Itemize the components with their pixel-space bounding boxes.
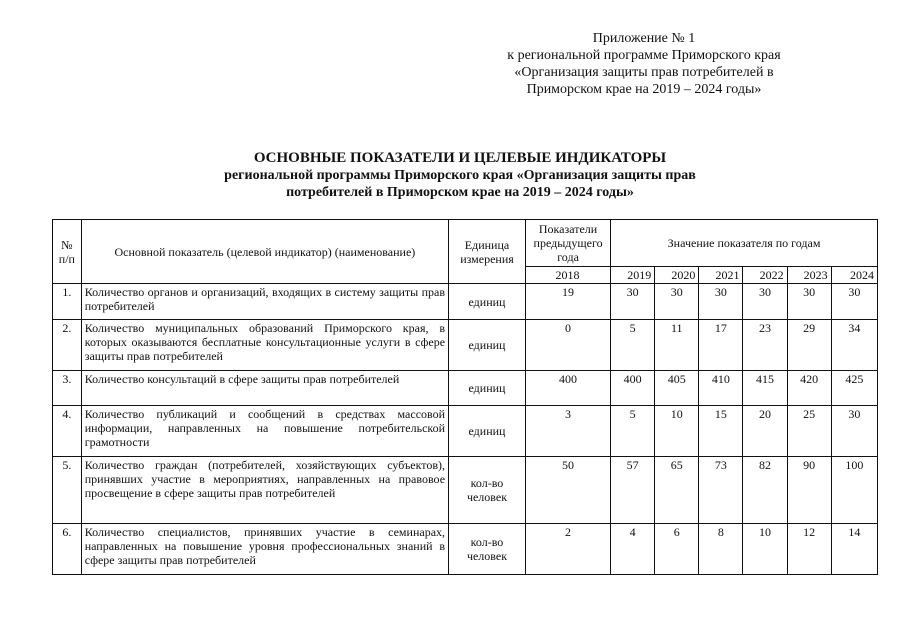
header-year: 2019	[611, 267, 655, 284]
row-value: 29	[787, 320, 831, 371]
header-year: 2022	[743, 267, 787, 284]
appendix-block	[479, 30, 809, 98]
row-value: 82	[743, 457, 787, 524]
row-value: 30	[655, 284, 699, 320]
row-value: 57	[611, 457, 655, 524]
row-value: 20	[743, 406, 787, 457]
row-num: 6.	[53, 524, 82, 575]
row-name: Количество публикаций и сообщений в средствах массовой информации, направленных на повышение потребительской грамотности	[81, 406, 448, 457]
header-year: 2020	[655, 267, 699, 284]
title-line-1: ОСНОВНЫЕ ПОКАЗАТЕЛИ И ЦЕЛЕВЫЕ ИНДИКАТОРЫ	[253, 150, 667, 166]
row-value: 90	[787, 457, 831, 524]
header-year: 2024	[831, 267, 877, 284]
row-num: 3.	[53, 371, 82, 406]
row-value: 30	[831, 284, 877, 320]
row-value: 5	[611, 320, 655, 371]
row-unit: кол-во человек	[449, 524, 526, 575]
row-value: 100	[831, 457, 877, 524]
header-year-2018: 2018	[525, 267, 610, 284]
appendix-line-3: «Организация защиты прав потребителей в	[514, 65, 774, 80]
row-value: 415	[743, 371, 787, 406]
row-name: Количество консультаций в сфере защиты прав потребителей	[81, 371, 448, 406]
header-year: 2023	[787, 267, 831, 284]
row-value: 12	[787, 524, 831, 575]
table-row	[53, 284, 878, 320]
table-row	[53, 320, 878, 371]
row-value: 4	[611, 524, 655, 575]
row-value: 14	[831, 524, 877, 575]
table-row	[53, 524, 878, 575]
row-prev-value: 2	[525, 524, 610, 575]
header-year: 2021	[699, 267, 743, 284]
title-line-2: региональной программы Приморского края «Организация защиты прав	[224, 168, 696, 183]
row-value: 11	[655, 320, 699, 371]
row-value: 400	[611, 371, 655, 406]
header-name: Основной показатель (целевой индикатор) (наименование)	[81, 220, 448, 284]
row-name: Количество муниципальных образований Приморского края, в которых оказываются бесплатные консультационные услуги в сфере защиты прав потребителей	[81, 320, 448, 371]
row-name: Количество органов и организаций, входящих в систему защиты прав потребителей	[81, 284, 448, 320]
row-value: 34	[831, 320, 877, 371]
row-value: 6	[655, 524, 699, 575]
row-value: 23	[743, 320, 787, 371]
row-value: 405	[655, 371, 699, 406]
appendix-line-1: Приложение № 1	[592, 31, 696, 46]
row-value: 425	[831, 371, 877, 406]
title-line-3: потребителей в Приморском крае на 2019 – 2024 годы»	[286, 185, 634, 200]
row-value: 410	[699, 371, 743, 406]
header-unit: Единица измерения	[449, 220, 526, 284]
row-value: 10	[743, 524, 787, 575]
row-name: Количество специалистов, принявших участие в семинарах, направленных на повышение уровня профессиональных знаний в сфере защиты прав потребителей	[81, 524, 448, 575]
row-prev-value: 400	[525, 371, 610, 406]
row-name: Количество граждан (потребителей, хозяйствующих субъектов), принявших участие в мероприятиях, направленных на правовое просвещение в сфере защиты прав потребителей	[81, 457, 448, 524]
row-value: 73	[699, 457, 743, 524]
row-prev-value: 0	[525, 320, 610, 371]
row-num: 1.	[53, 284, 82, 320]
row-value: 420	[787, 371, 831, 406]
header-values: Значение показателя по годам	[611, 220, 878, 267]
header-prev: Показатели предыдущего года	[525, 220, 610, 267]
row-num: 5.	[53, 457, 82, 524]
row-unit: единиц	[449, 406, 526, 457]
row-prev-value: 50	[525, 457, 610, 524]
document-title	[160, 150, 760, 201]
row-unit: единиц	[449, 320, 526, 371]
row-num: 4.	[53, 406, 82, 457]
row-value: 15	[699, 406, 743, 457]
table-row	[53, 457, 878, 524]
row-value: 30	[743, 284, 787, 320]
row-value: 10	[655, 406, 699, 457]
row-value: 65	[655, 457, 699, 524]
row-unit: кол-во человек	[449, 457, 526, 524]
row-prev-value: 3	[525, 406, 610, 457]
row-value: 30	[831, 406, 877, 457]
row-value: 30	[611, 284, 655, 320]
row-prev-value: 19	[525, 284, 610, 320]
row-num: 2.	[53, 320, 82, 371]
row-value: 5	[611, 406, 655, 457]
row-unit: единиц	[449, 284, 526, 320]
row-value: 30	[699, 284, 743, 320]
header-num: № п/п	[53, 220, 82, 284]
row-unit: единиц	[449, 371, 526, 406]
row-value: 25	[787, 406, 831, 457]
row-value: 17	[699, 320, 743, 371]
row-value: 30	[787, 284, 831, 320]
row-value: 8	[699, 524, 743, 575]
appendix-line-2: к региональной программе Приморского края	[507, 48, 781, 63]
appendix-line-4: Приморском крае на 2019 – 2024 годы»	[526, 82, 762, 97]
table-row	[53, 406, 878, 457]
table-row	[53, 371, 878, 406]
indicators-table	[52, 219, 878, 575]
